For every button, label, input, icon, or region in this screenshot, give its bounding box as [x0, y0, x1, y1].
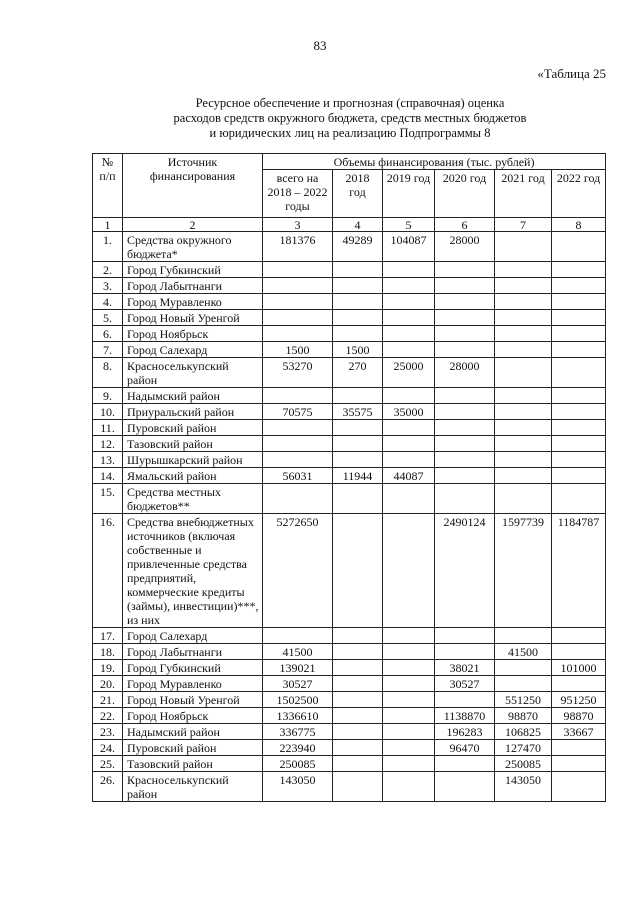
- row-source: Город Лабытнанги: [123, 644, 263, 660]
- row-2019: [383, 676, 435, 692]
- table-row: [93, 452, 606, 468]
- table-row: [93, 724, 606, 740]
- row-2021: [495, 294, 552, 310]
- row-2020: 30527: [435, 676, 495, 692]
- row-2018: [333, 420, 383, 436]
- row-2020: [435, 420, 495, 436]
- row-2018: [333, 436, 383, 452]
- row-2018: [333, 310, 383, 326]
- row-source: Пуровский район: [123, 420, 263, 436]
- row-2022: [552, 278, 606, 294]
- table-row: [93, 388, 606, 404]
- row-2021: [495, 484, 552, 514]
- row-2018: 49289: [333, 232, 383, 262]
- row-2018: 35575: [333, 404, 383, 420]
- header-2018: 2018 год: [333, 170, 383, 218]
- row-2021: [495, 404, 552, 420]
- row-source: Пуровский район: [123, 740, 263, 756]
- row-2021: [495, 676, 552, 692]
- row-2018: [333, 692, 383, 708]
- financing-table: [92, 153, 606, 802]
- column-number-row: [93, 218, 606, 232]
- header-volumes: Объемы финансирования (тыс. рублей): [263, 154, 606, 170]
- row-2021: [495, 262, 552, 278]
- row-source: Город Новый Уренгой: [123, 310, 263, 326]
- row-2020: 38021: [435, 660, 495, 676]
- row-2019: [383, 514, 435, 628]
- row-2018: [333, 628, 383, 644]
- row-total: 139021: [263, 660, 333, 676]
- row-number: 23.: [93, 724, 123, 740]
- table-row: [93, 310, 606, 326]
- row-2020: 28000: [435, 358, 495, 388]
- row-2022: [552, 436, 606, 452]
- row-2020: [435, 310, 495, 326]
- row-2018: [333, 294, 383, 310]
- row-2019: [383, 628, 435, 644]
- table-row: [93, 326, 606, 342]
- row-2019: 44087: [383, 468, 435, 484]
- row-total: [263, 294, 333, 310]
- row-2018: [333, 644, 383, 660]
- row-2018: [333, 676, 383, 692]
- row-number: 25.: [93, 756, 123, 772]
- row-2020: [435, 692, 495, 708]
- row-2021: [495, 232, 552, 262]
- row-2020: [435, 756, 495, 772]
- row-source: Город Муравленко: [123, 676, 263, 692]
- row-2018: [333, 262, 383, 278]
- row-2020: [435, 326, 495, 342]
- row-number: 18.: [93, 644, 123, 660]
- row-2020: 1138870: [435, 708, 495, 724]
- column-number: 1: [93, 218, 123, 232]
- table-row: [93, 232, 606, 262]
- row-2019: [383, 278, 435, 294]
- row-2022: 951250: [552, 692, 606, 708]
- row-2018: [333, 772, 383, 802]
- table-row: [93, 342, 606, 358]
- row-source: Город Муравленко: [123, 294, 263, 310]
- row-total: [263, 262, 333, 278]
- row-2021: 1597739: [495, 514, 552, 628]
- row-total: 56031: [263, 468, 333, 484]
- row-2020: [435, 644, 495, 660]
- row-2022: [552, 484, 606, 514]
- title-line: Ресурсное обеспечение и прогнозная (справочная) оценка: [195, 96, 505, 110]
- row-2022: 98870: [552, 708, 606, 724]
- row-number: 17.: [93, 628, 123, 644]
- row-2020: [435, 628, 495, 644]
- row-source: Красноселькупский район: [123, 358, 263, 388]
- row-2019: 35000: [383, 404, 435, 420]
- row-number: 10.: [93, 404, 123, 420]
- row-2019: [383, 310, 435, 326]
- row-2022: 101000: [552, 660, 606, 676]
- row-2019: [383, 692, 435, 708]
- table-row: [93, 514, 606, 628]
- row-source: Тазовский район: [123, 756, 263, 772]
- row-2021: 127470: [495, 740, 552, 756]
- row-2021: [495, 310, 552, 326]
- row-number: 21.: [93, 692, 123, 708]
- row-2018: 11944: [333, 468, 383, 484]
- row-2018: [333, 278, 383, 294]
- table-row: [93, 358, 606, 388]
- row-2021: [495, 358, 552, 388]
- row-number: 2.: [93, 262, 123, 278]
- row-2022: [552, 326, 606, 342]
- row-number: 13.: [93, 452, 123, 468]
- row-2020: [435, 342, 495, 358]
- page-number: 83: [313, 38, 327, 53]
- row-number: 4.: [93, 294, 123, 310]
- row-2019: [383, 388, 435, 404]
- row-2022: [552, 358, 606, 388]
- row-2020: [435, 468, 495, 484]
- row-source: Надымский район: [123, 724, 263, 740]
- row-2022: 1184787: [552, 514, 606, 628]
- header-2019: 2019 год: [383, 170, 435, 218]
- table-row: [93, 772, 606, 802]
- row-2022: [552, 420, 606, 436]
- column-number: 3: [263, 218, 333, 232]
- row-2019: [383, 740, 435, 756]
- row-number: 20.: [93, 676, 123, 692]
- row-source: Город Новый Уренгой: [123, 692, 263, 708]
- row-2020: 2490124: [435, 514, 495, 628]
- row-2019: [383, 660, 435, 676]
- row-2020: 96470: [435, 740, 495, 756]
- column-number: 4: [333, 218, 383, 232]
- row-source: Средства внебюджетных источников (включая собственные и привлеченные средства предприятий, коммерческие кредиты (займы), инвестиции)***, из них: [123, 514, 263, 628]
- row-source: Средства окружного бюджета*: [123, 232, 263, 262]
- row-number: 15.: [93, 484, 123, 514]
- row-total: [263, 452, 333, 468]
- title-line: расходов средств окружного бюджета, средств местных бюджетов: [173, 111, 527, 125]
- row-2021: 106825: [495, 724, 552, 740]
- row-source: Город Лабытнанги: [123, 278, 263, 294]
- row-2018: [333, 724, 383, 740]
- row-source: Город Губкинский: [123, 660, 263, 676]
- row-2018: [333, 388, 383, 404]
- row-2022: [552, 772, 606, 802]
- row-2022: [552, 342, 606, 358]
- table-row: [93, 692, 606, 708]
- row-2019: [383, 644, 435, 660]
- row-2021: 551250: [495, 692, 552, 708]
- row-2018: [333, 484, 383, 514]
- row-total: [263, 628, 333, 644]
- header-total: всего на 2018 – 2022 годы: [263, 170, 333, 218]
- row-total: 223940: [263, 740, 333, 756]
- table-row: [93, 436, 606, 452]
- row-source: Город Салехард: [123, 342, 263, 358]
- row-number: 19.: [93, 660, 123, 676]
- row-2019: [383, 342, 435, 358]
- table-row: [93, 484, 606, 514]
- row-source: Город Ноябрьск: [123, 326, 263, 342]
- column-number: 5: [383, 218, 435, 232]
- header-num: № п/п: [93, 154, 123, 218]
- row-2022: [552, 628, 606, 644]
- row-2021: [495, 452, 552, 468]
- row-2022: [552, 468, 606, 484]
- row-total: 1500: [263, 342, 333, 358]
- row-total: 336775: [263, 724, 333, 740]
- row-2019: [383, 724, 435, 740]
- row-2019: [383, 436, 435, 452]
- row-2020: [435, 262, 495, 278]
- row-source: Тазовский район: [123, 436, 263, 452]
- row-number: 24.: [93, 740, 123, 756]
- row-2018: 1500: [333, 342, 383, 358]
- row-2018: [333, 514, 383, 628]
- row-total: [263, 310, 333, 326]
- row-number: 26.: [93, 772, 123, 802]
- row-2021: 250085: [495, 756, 552, 772]
- row-total: 30527: [263, 676, 333, 692]
- row-2019: [383, 756, 435, 772]
- row-2021: 143050: [495, 772, 552, 802]
- row-2020: [435, 278, 495, 294]
- row-total: 1502500: [263, 692, 333, 708]
- row-2021: [495, 388, 552, 404]
- row-total: 53270: [263, 358, 333, 388]
- table-row: [93, 404, 606, 420]
- column-number: 7: [495, 218, 552, 232]
- table-title: [120, 96, 580, 141]
- table-row: [93, 756, 606, 772]
- row-2020: 196283: [435, 724, 495, 740]
- table-row: [93, 708, 606, 724]
- row-2021: [495, 326, 552, 342]
- row-2020: [435, 404, 495, 420]
- row-total: 250085: [263, 756, 333, 772]
- column-number: 6: [435, 218, 495, 232]
- row-total: 5272650: [263, 514, 333, 628]
- row-2019: [383, 326, 435, 342]
- row-2021: [495, 420, 552, 436]
- row-2022: [552, 262, 606, 278]
- row-source: Город Ноябрьск: [123, 708, 263, 724]
- row-2019: 25000: [383, 358, 435, 388]
- header-source: Источник финансирования: [123, 154, 263, 218]
- row-source: Город Салехард: [123, 628, 263, 644]
- row-2018: 270: [333, 358, 383, 388]
- row-total: [263, 420, 333, 436]
- row-2021: [495, 436, 552, 452]
- row-2021: [495, 278, 552, 294]
- row-2018: [333, 326, 383, 342]
- row-2019: [383, 708, 435, 724]
- row-2018: [333, 660, 383, 676]
- table-row: [93, 660, 606, 676]
- row-number: 9.: [93, 388, 123, 404]
- table-row: [93, 676, 606, 692]
- row-source: Шурышкарский район: [123, 452, 263, 468]
- header-2021: 2021 год: [495, 170, 552, 218]
- table-row: [93, 420, 606, 436]
- row-2020: [435, 436, 495, 452]
- row-number: 1.: [93, 232, 123, 262]
- row-2021: 98870: [495, 708, 552, 724]
- table-row: [93, 262, 606, 278]
- row-2022: [552, 310, 606, 326]
- row-total: 41500: [263, 644, 333, 660]
- row-2020: [435, 484, 495, 514]
- row-2019: 104087: [383, 232, 435, 262]
- row-number: 22.: [93, 708, 123, 724]
- table-row: [93, 294, 606, 310]
- row-2019: [383, 772, 435, 802]
- row-2018: [333, 756, 383, 772]
- row-number: 6.: [93, 326, 123, 342]
- row-number: 14.: [93, 468, 123, 484]
- row-2022: [552, 740, 606, 756]
- row-2020: 28000: [435, 232, 495, 262]
- row-2022: [552, 676, 606, 692]
- row-2021: [495, 660, 552, 676]
- row-2019: [383, 262, 435, 278]
- table-row: [93, 644, 606, 660]
- row-source: Красноселькупский район: [123, 772, 263, 802]
- row-2022: [552, 644, 606, 660]
- row-total: [263, 436, 333, 452]
- row-number: 12.: [93, 436, 123, 452]
- table-row: [93, 278, 606, 294]
- row-2021: [495, 468, 552, 484]
- row-total: 1336610: [263, 708, 333, 724]
- row-number: 7.: [93, 342, 123, 358]
- table-body: [93, 232, 606, 802]
- row-2020: [435, 294, 495, 310]
- row-2022: [552, 294, 606, 310]
- row-source: Надымский район: [123, 388, 263, 404]
- row-total: 143050: [263, 772, 333, 802]
- row-2018: [333, 452, 383, 468]
- table-row: [93, 740, 606, 756]
- row-2019: [383, 484, 435, 514]
- row-2019: [383, 452, 435, 468]
- row-2018: [333, 740, 383, 756]
- row-number: 8.: [93, 358, 123, 388]
- row-total: [263, 388, 333, 404]
- title-line: и юридических лиц на реализацию Подпрограммы 8: [209, 126, 491, 140]
- column-number: 2: [123, 218, 263, 232]
- header-2022: 2022 год: [552, 170, 606, 218]
- row-2018: [333, 708, 383, 724]
- row-total: 181376: [263, 232, 333, 262]
- header-2020: 2020 год: [435, 170, 495, 218]
- row-total: [263, 326, 333, 342]
- row-number: 5.: [93, 310, 123, 326]
- row-2021: [495, 342, 552, 358]
- row-2022: [552, 404, 606, 420]
- row-source: Город Губкинский: [123, 262, 263, 278]
- row-2022: [552, 232, 606, 262]
- row-2020: [435, 772, 495, 802]
- column-number: 8: [552, 218, 606, 232]
- row-2021: 41500: [495, 644, 552, 660]
- row-2022: [552, 388, 606, 404]
- table-row: [93, 628, 606, 644]
- row-number: 3.: [93, 278, 123, 294]
- row-2019: [383, 420, 435, 436]
- table-reference: «Таблица 25: [537, 66, 606, 81]
- row-2020: [435, 452, 495, 468]
- table-row: [93, 468, 606, 484]
- row-2020: [435, 388, 495, 404]
- row-2022: [552, 452, 606, 468]
- row-number: 11.: [93, 420, 123, 436]
- row-source: Средства местных бюджетов**: [123, 484, 263, 514]
- row-2019: [383, 294, 435, 310]
- row-2021: [495, 628, 552, 644]
- row-total: [263, 278, 333, 294]
- row-number: 16.: [93, 514, 123, 628]
- row-source: Ямальский район: [123, 468, 263, 484]
- row-2022: [552, 756, 606, 772]
- row-total: [263, 484, 333, 514]
- row-2022: 33667: [552, 724, 606, 740]
- row-total: 70575: [263, 404, 333, 420]
- row-source: Приуральский район: [123, 404, 263, 420]
